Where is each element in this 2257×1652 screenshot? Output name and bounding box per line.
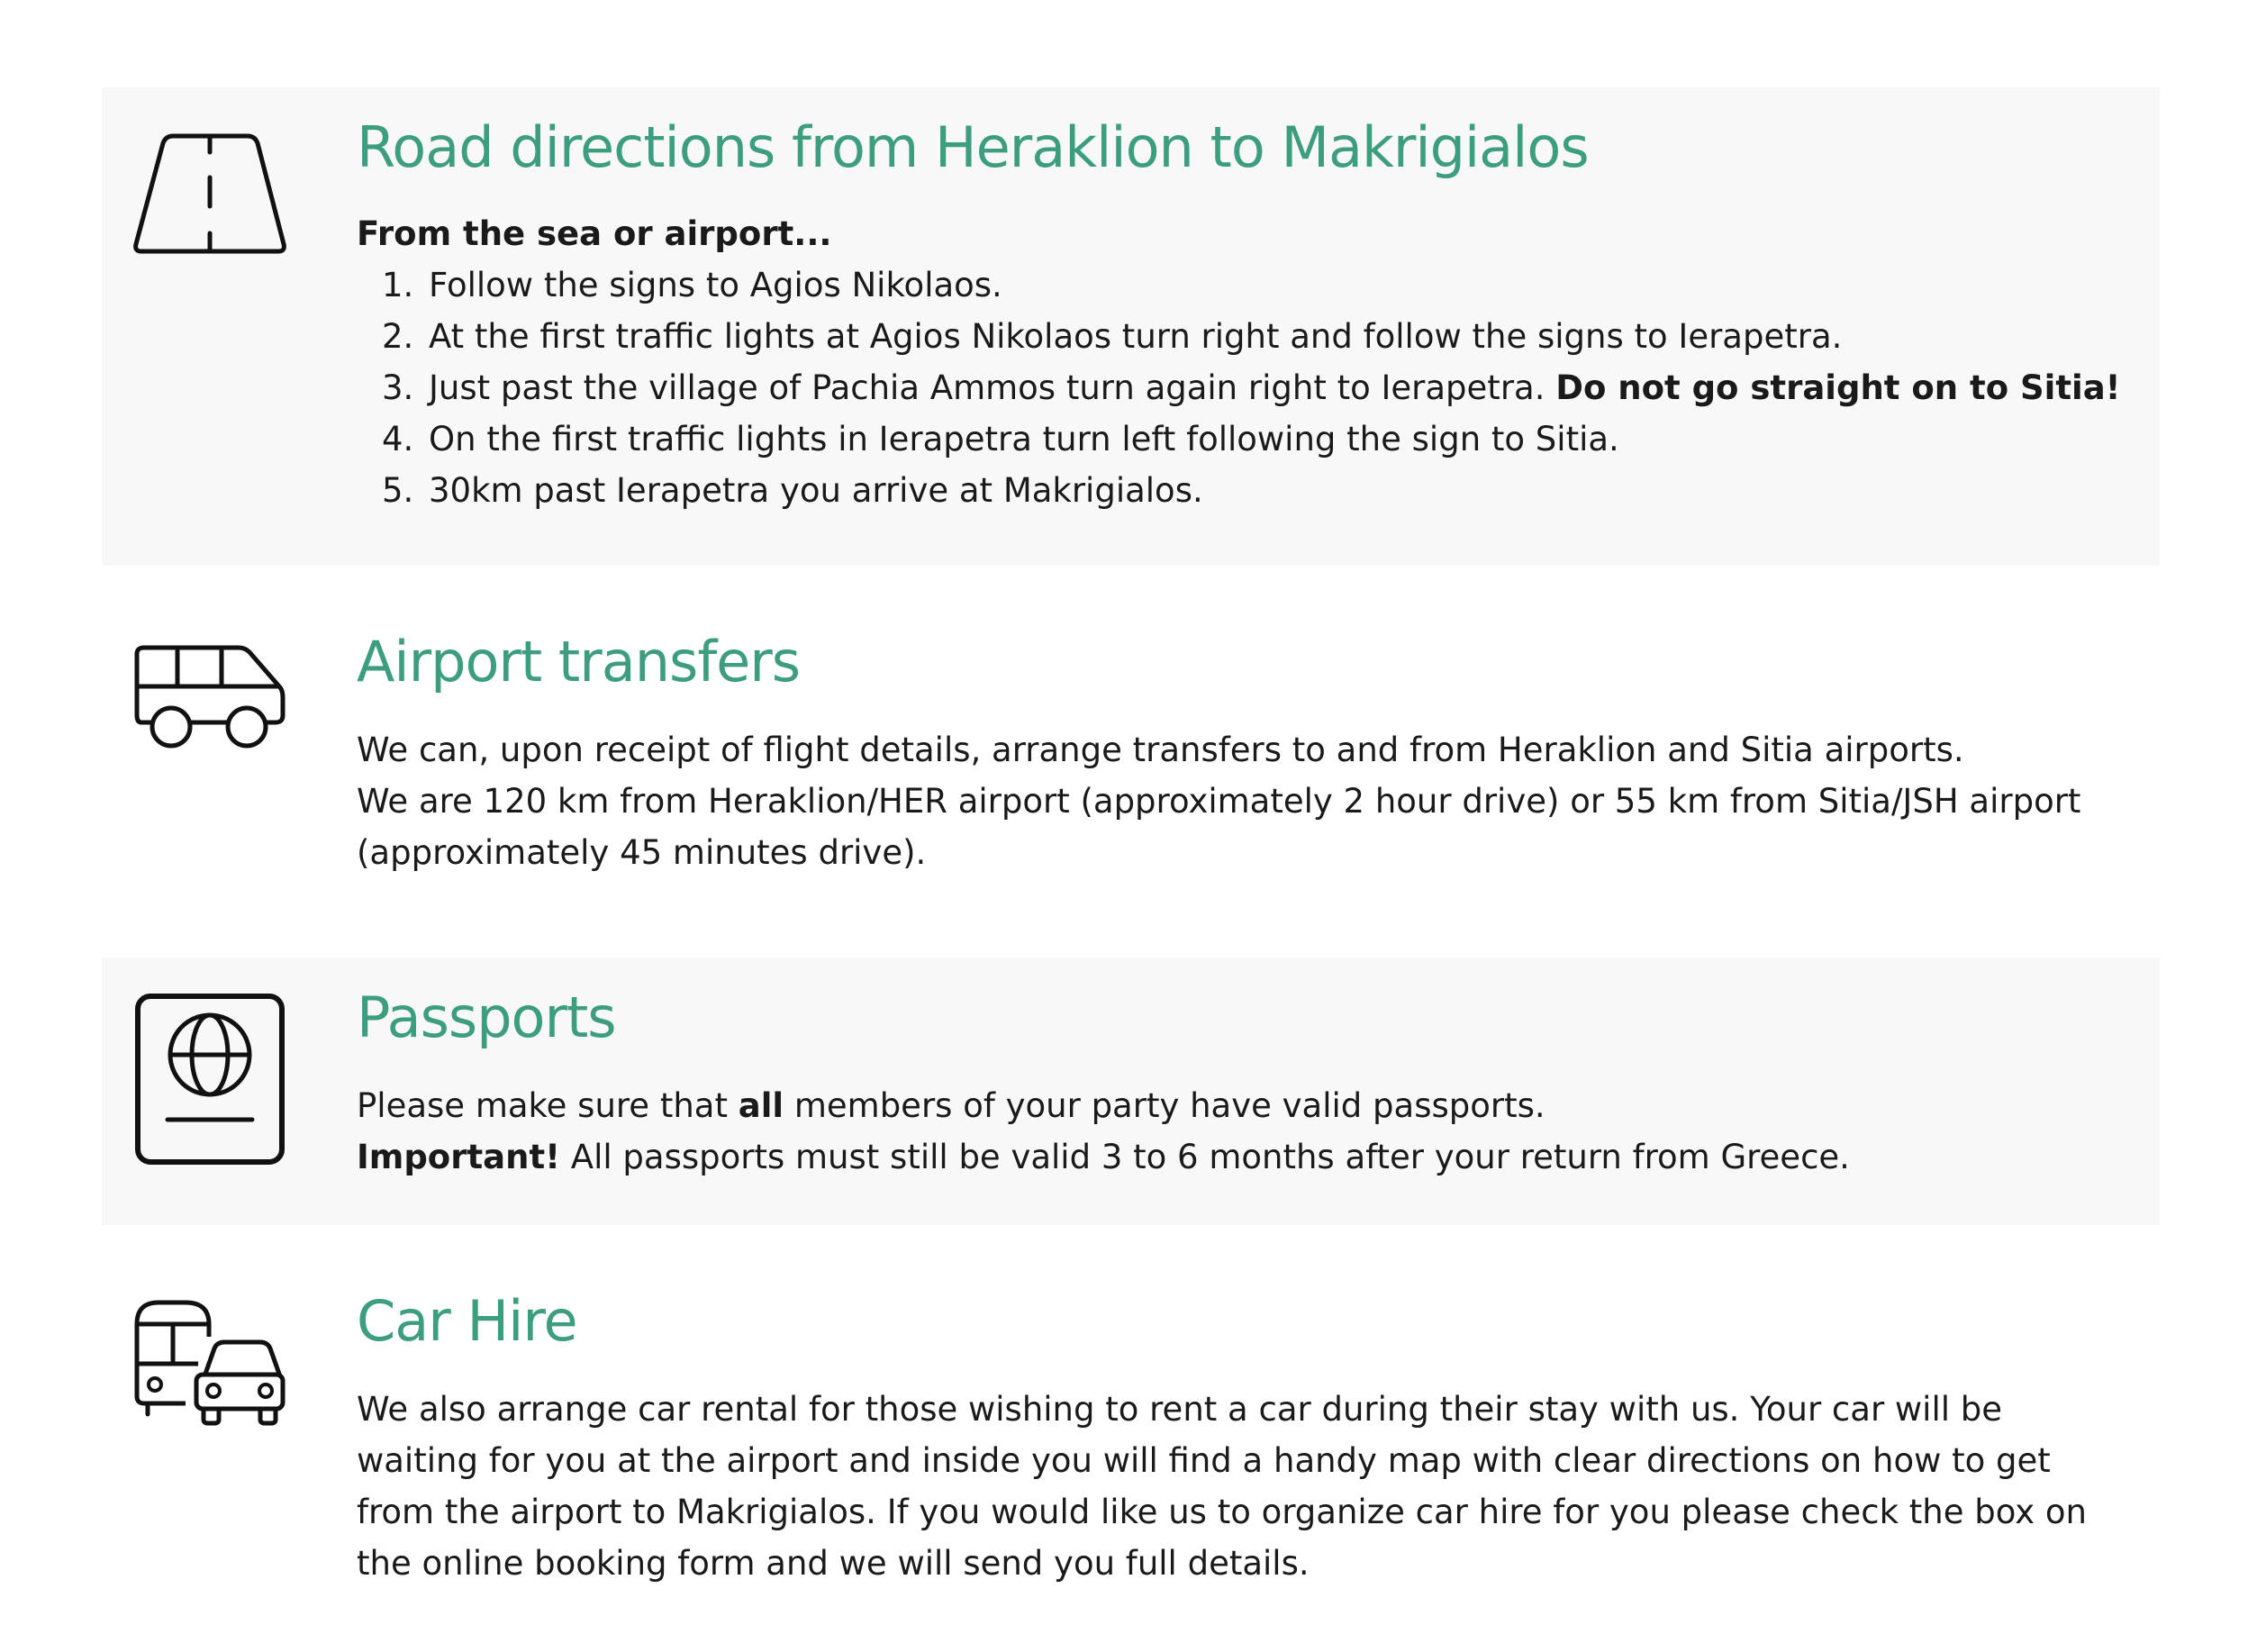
road-icon <box>135 132 285 304</box>
important-label: Important! <box>357 1138 561 1177</box>
road-directions-section <box>102 87 2160 566</box>
warning-text: Do not go straight on to Sitia! <box>1555 368 2121 408</box>
bus-and-car-icon <box>135 1299 285 1470</box>
list-item: 4. On the first traffic lights in Ierapetra turn left following the sign to Sitia. <box>382 420 1619 459</box>
airport-transfers-text: We can, upon receipt of flight details, arrange transfers to and from Heraklion and Sitia airports. We are 120 km from Heraklion/HER airport (approximately 2 hour drive) or 55 km from Sitia/JSH airport (approximately 45 minutes drive). <box>357 731 2081 873</box>
car-hire-title: Car Hire <box>357 1288 577 1354</box>
passports-section <box>102 958 2160 1225</box>
passports-title: Passports <box>357 985 616 1050</box>
passports-text: Please make sure that all members of your party have valid passports. Important! All passports must still be valid 3 to 6 months after your return from Greece. <box>357 1086 1850 1177</box>
airport-transfers-section <box>102 602 2160 915</box>
minibus-icon <box>135 643 285 814</box>
car-hire-text: We also arrange car rental for those wishing to rent a car during their stay with us. Your car will be waiting for you at the airport and inside you will find a handy map with clear directions on how to get from the airport to Makrigialos. If you would like us to organize car hire for you please check the box on the online booking form and we will send you full details. <box>357 1390 2087 1584</box>
road-directions-lead: From the sea or airport... <box>357 214 832 254</box>
road-directions-title: Road directions from Heraklion to Makrigialos <box>357 114 1589 180</box>
passport-icon <box>135 994 285 1165</box>
list-item: 1. Follow the signs to Agios Nikolaos. <box>382 266 1002 305</box>
directions-list <box>357 259 2133 516</box>
airport-transfers-title: Airport transfers <box>357 629 801 694</box>
list-item: 2. At the first traffic lights at Agios Nikolaos turn right and follow the signs to Ierapetra. <box>382 317 1843 357</box>
car-hire-section <box>102 1261 2160 1612</box>
list-item: 3. Just past the village of Pachia Ammos turn again right to Ierapetra. Do not go straight on to Sitia! <box>382 368 2121 408</box>
list-item: 5. 30km past Ierapetra you arrive at Makrigialos. <box>382 471 1203 511</box>
